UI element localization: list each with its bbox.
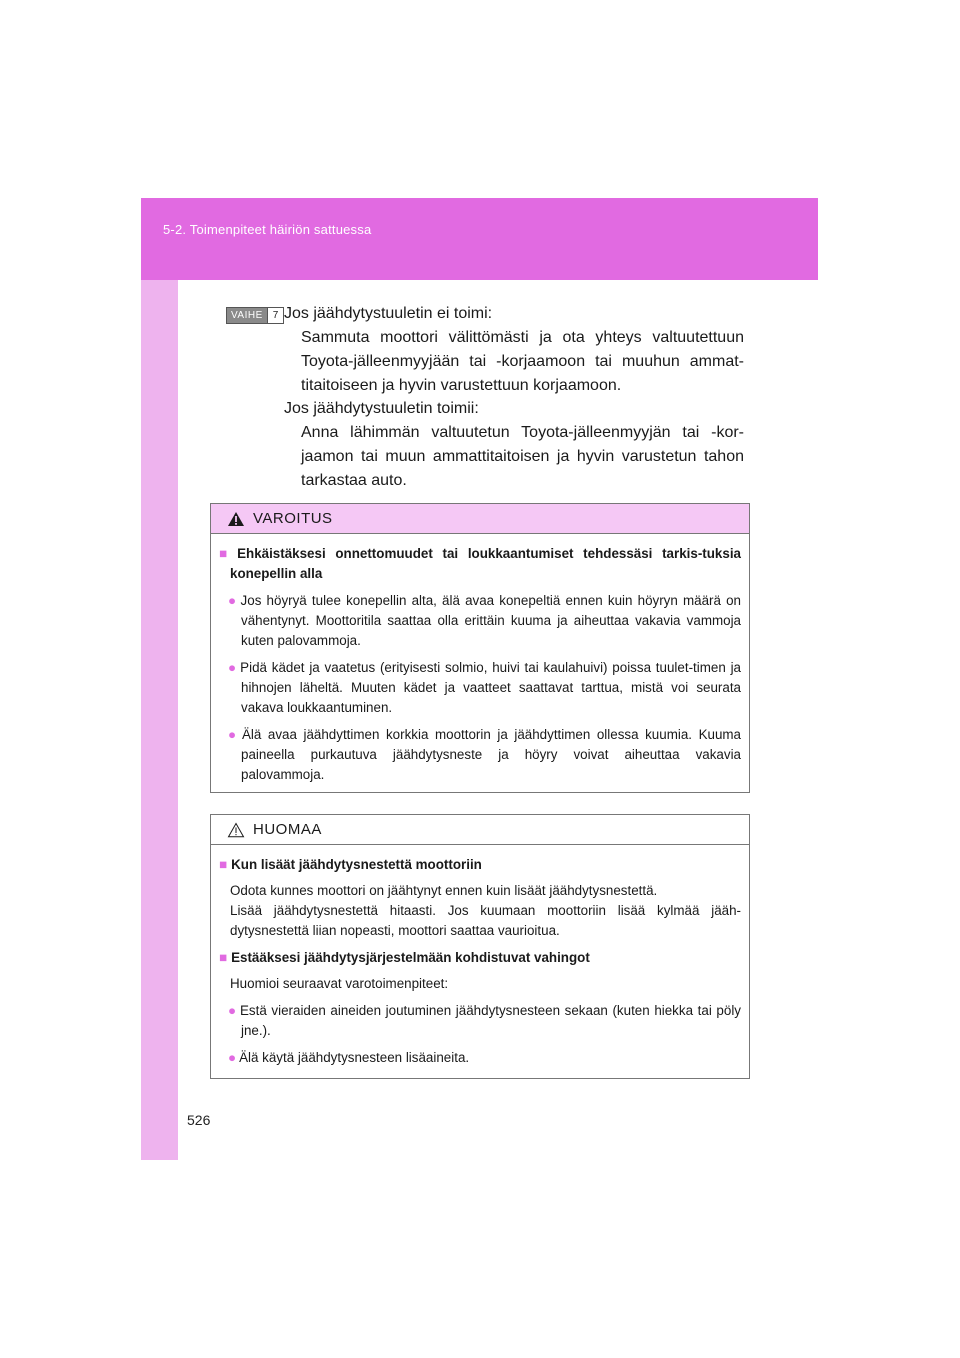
step-action-1 [301, 326, 744, 398]
notice-bullet-text: Älä käytä jäähdytysnesteen lisäaineita. [239, 1050, 470, 1065]
step-action-1-line: Sammuta moottori välittömästi ja ota yhteys valtuutettuun [301, 329, 744, 346]
step-action-2-line: tarkastaa auto. [301, 472, 407, 489]
side-strip [141, 280, 178, 1160]
square-bullet-icon: ■ [219, 950, 228, 965]
warning-section-title [219, 544, 741, 584]
dot-bullet-icon: ● [228, 593, 238, 608]
warning-bullet-text: Älä avaa jäähdyttimen korkkia moottorin ja jäähdyttimen ollessa kuumia. Kuuma paineella purkautuva jäähdytysneste ja höyry voivat aiheuttaa vakavia palovammoja. [241, 727, 742, 782]
square-bullet-icon: ■ [219, 857, 228, 872]
notice-section-2-title-text: Estääksesi jäähdytysjärjestelmään kohdistuvat vahingot [231, 950, 590, 965]
warning-box [210, 503, 750, 793]
warning-bullet [219, 725, 741, 785]
notice-section-2-title [219, 948, 741, 968]
section-title: 5-2. Toimenpiteet häiriön sattuessa [163, 222, 372, 237]
step-badge-label: VAIHE [227, 308, 267, 323]
warning-box-body [211, 534, 749, 785]
step-condition-1: Jos jäähdytystuuletin ei toimi: [284, 305, 493, 322]
warning-bullet [219, 658, 741, 718]
dot-bullet-icon: ● [228, 1003, 237, 1018]
step-action-2 [301, 421, 744, 493]
warning-section-title-text: Ehkäistäksesi onnettomuudet tai loukkaantumiset tehdessäsi tarkis-tuksia konepellin alla [230, 546, 741, 581]
notice-box-header [211, 815, 749, 845]
notice-section-1-text: Lisää jäähdytysnestettä hitaasti. Jos kuumaan moottoriin lisää kylmää jääh-dytysnestettä liian nopeasti, moottori saattaa vaurioitua. [230, 903, 741, 938]
square-bullet-icon: ■ [219, 546, 234, 561]
warning-title: VAROITUS [253, 510, 333, 527]
notice-section-1-title [219, 855, 741, 875]
step-action-1-line: Toyota-jälleenmyyjään tai -korjaamoon tai muuhun ammat- [301, 353, 744, 370]
dot-bullet-icon: ● [228, 660, 238, 675]
warning-bullet [219, 591, 741, 651]
warning-triangle-icon [227, 511, 245, 527]
dot-bullet-icon: ● [228, 1050, 237, 1065]
chapter-header-band [141, 198, 818, 280]
notice-section-2-intro: Huomioi seuraavat varotoimenpiteet: [230, 976, 449, 991]
step-action-2-line: Anna lähimmän valtuutetun Toyota-jälleenmyyjän tai -kor- [301, 424, 744, 441]
page-number: 526 [187, 1112, 211, 1128]
step-condition-2: Jos jäähdytystuuletin toimii: [284, 400, 479, 417]
notice-bullet-text: Estä vieraiden aineiden joutuminen jäähdytysnesteen sekaan (kuten hiekka tai pöly jne.). [240, 1003, 741, 1038]
warning-box-header [211, 504, 749, 534]
step-badge-number: 7 [267, 308, 284, 323]
step-badge [226, 307, 284, 324]
notice-section-1-text: Odota kunnes moottori on jäähtynyt ennen kuin lisäät jäähdytysnestettä. [230, 883, 658, 898]
warning-bullet-text: Jos höyryä tulee konepellin alta, älä avaa konepeltiä ennen kuin höyryn määrä on vähentynyt. Moottoritila saattaa olla erittäin kuuma ja aiheuttaa vakavia vammoja kuten palovammoja. [240, 593, 742, 648]
warning-bullet-text: Pidä kädet ja vaatetus (erityisesti solmio, huivi tai kaulahuivi) poissa tuulet-timen ja hihnojen läheltä. Muuten kädet ja vaatteet saattavat tarttua, mistä voi seurata vakava loukkaantuminen. [240, 660, 741, 715]
notice-bullet [219, 1048, 741, 1068]
notice-box-body [211, 845, 749, 1068]
step-action-2-line: jaamon tai muun ammattitaitoisen ja hyvin varustetun tahon [301, 448, 744, 465]
notice-section-1-title-text: Kun lisäät jäähdytysnestettä moottoriin [231, 857, 482, 872]
notice-box [210, 814, 750, 1079]
notice-title: HUOMAA [253, 821, 322, 838]
step-action-1-line: titaitoiseen ja hyvin varustettuun korjaamoon. [301, 377, 622, 394]
notice-bullet [219, 1001, 741, 1041]
caution-triangle-outline-icon [227, 822, 245, 838]
dot-bullet-icon: ● [228, 727, 239, 742]
